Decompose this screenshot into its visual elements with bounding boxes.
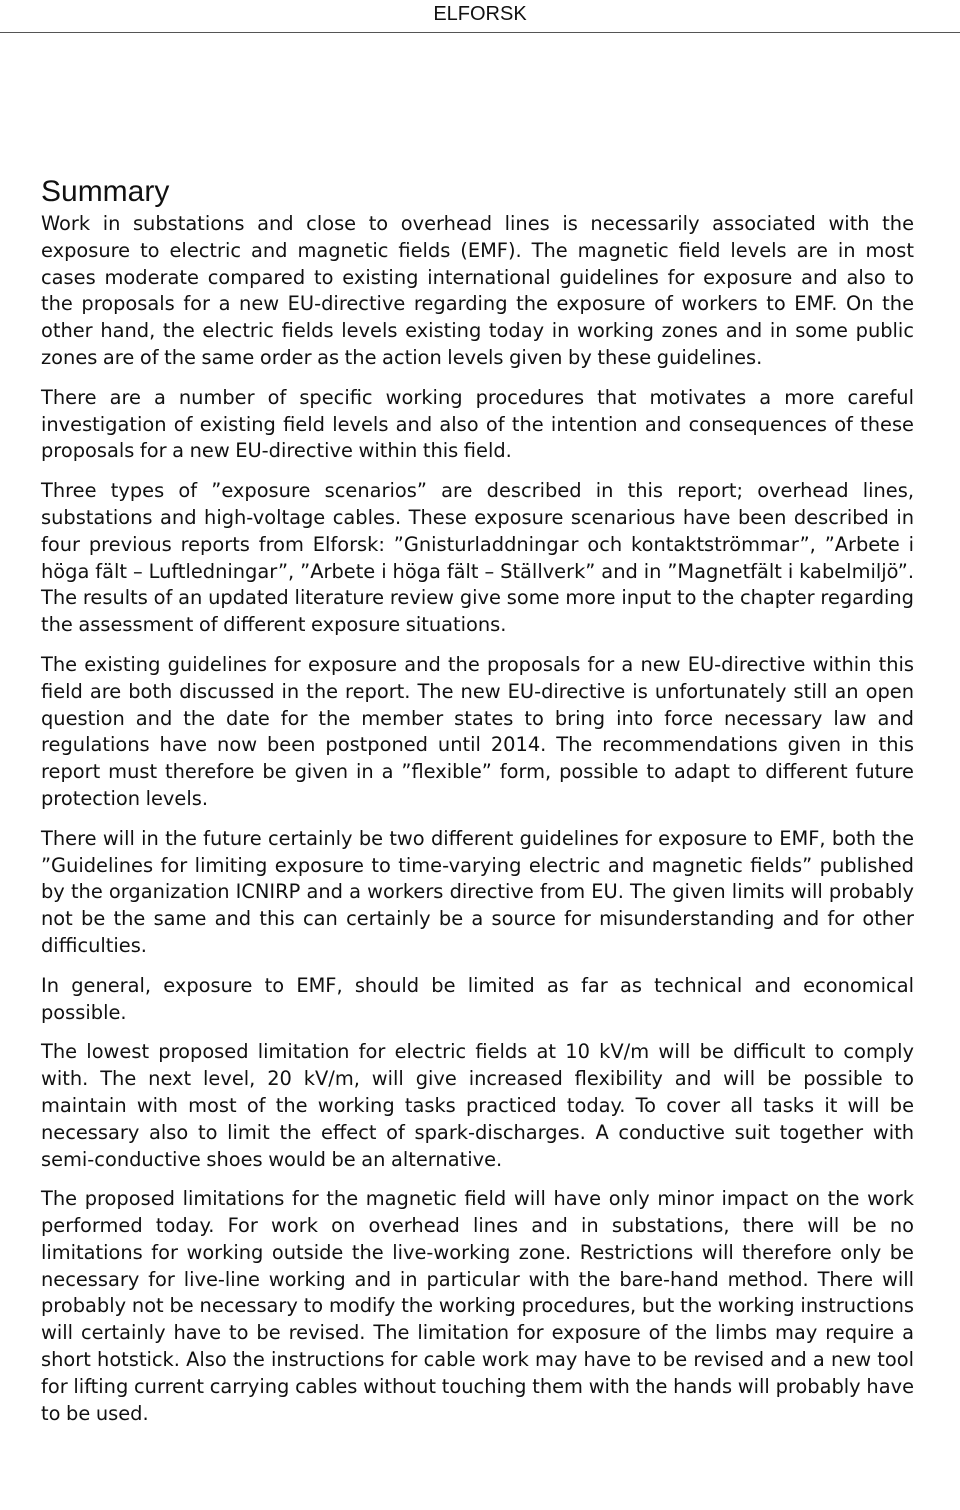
running-header (0, 0, 960, 33)
paragraph: There are a number of specific working procedures that motivates a more careful investigation of existing field levels and also of the intention and consequences of these proposals for a new EU-directive within this field. (41, 385, 914, 463)
paragraph: Work in substations and close to overhead lines is necessarily associated with the exposure to electric and magnetic fields (EMF). The magnetic field levels are in most cases moderate compared to existing international guidelines for exposure and also to the proposals for a new EU-directive regarding the exposure of workers to EMF. On the other hand, the electric fields levels existing today in working zones and in some public zones are of the same order as the action levels given by these guidelines. (41, 212, 914, 369)
paragraph: The proposed limitations for the magnetic field will have only minor impact on the work performed today. For work on overhead lines and in substations, there will be no limitations for working outside the live-working zone. Restrictions will therefore only be necessary for live-line working and in particular with the bare-hand method. There will probably not be necessary to modify the working procedures, but the working instructions will certainly have to be revised. The limitation for exposure of the limbs may require a short hotstick. Also the instructions for cable work may have to be revised and a new tool for lifting current carrying cables without touching them with the hands will probably have to be used. (41, 1187, 914, 1425)
section-title: Summary (41, 175, 170, 208)
paragraph: The lowest proposed limitation for electric fields at 10 kV/m will be difficult to comply with. The next level, 20 kV/m, will give increased flexibility and will be possible to maintain with most of the working tasks practiced today. To cover all tasks it will be necessary also to limit the effect of spark-discharges. A conductive suit together with semi-conductive shoes would be an alternative. (41, 1040, 914, 1171)
paragraph: Three types of ”exposure scenarios” are described in this report; overhead lines, substations and high-voltage cables. These exposure scenarious have been described in four previous reports from Elforsk: ”Gnisturladdningar och kontaktströmmar”, ”Arbete i höga fält – Luftledningar”, ”Arbete i höga fält – Ställverk” and in ”Magnetfält i kabelmiljö”. The results of an updated literature review give some more input to the chapter regarding the assessment of different exposure situations. (41, 479, 914, 637)
paragraph: The existing guidelines for exposure and the proposals for a new EU-directive within this field are both discussed in the report. The new EU-directive is unfortunately still an open question and the date for the member states to bring into force necessary law and regulations have now been postponed until 2014. The recommendations given in this report must therefore be given in a ”flexible” form, possible to adapt to different future protection levels. (41, 652, 914, 810)
paragraph: In general, exposure to EMF, should be limited as far as technical and economical possible. (41, 973, 914, 1024)
header-title: ELFORSK (433, 3, 527, 25)
paragraph: There will in the future certainly be two different guidelines for exposure to EMF, both the ”Guidelines for limiting exposure to time-varying electric and magnetic fields” published by the organization ICNIRP and a workers directive from EU. The given limits will probably not be the same and this can certainly be a source for misunderstanding and for other difficulties. (41, 826, 914, 957)
summary-section (41, 173, 914, 1440)
